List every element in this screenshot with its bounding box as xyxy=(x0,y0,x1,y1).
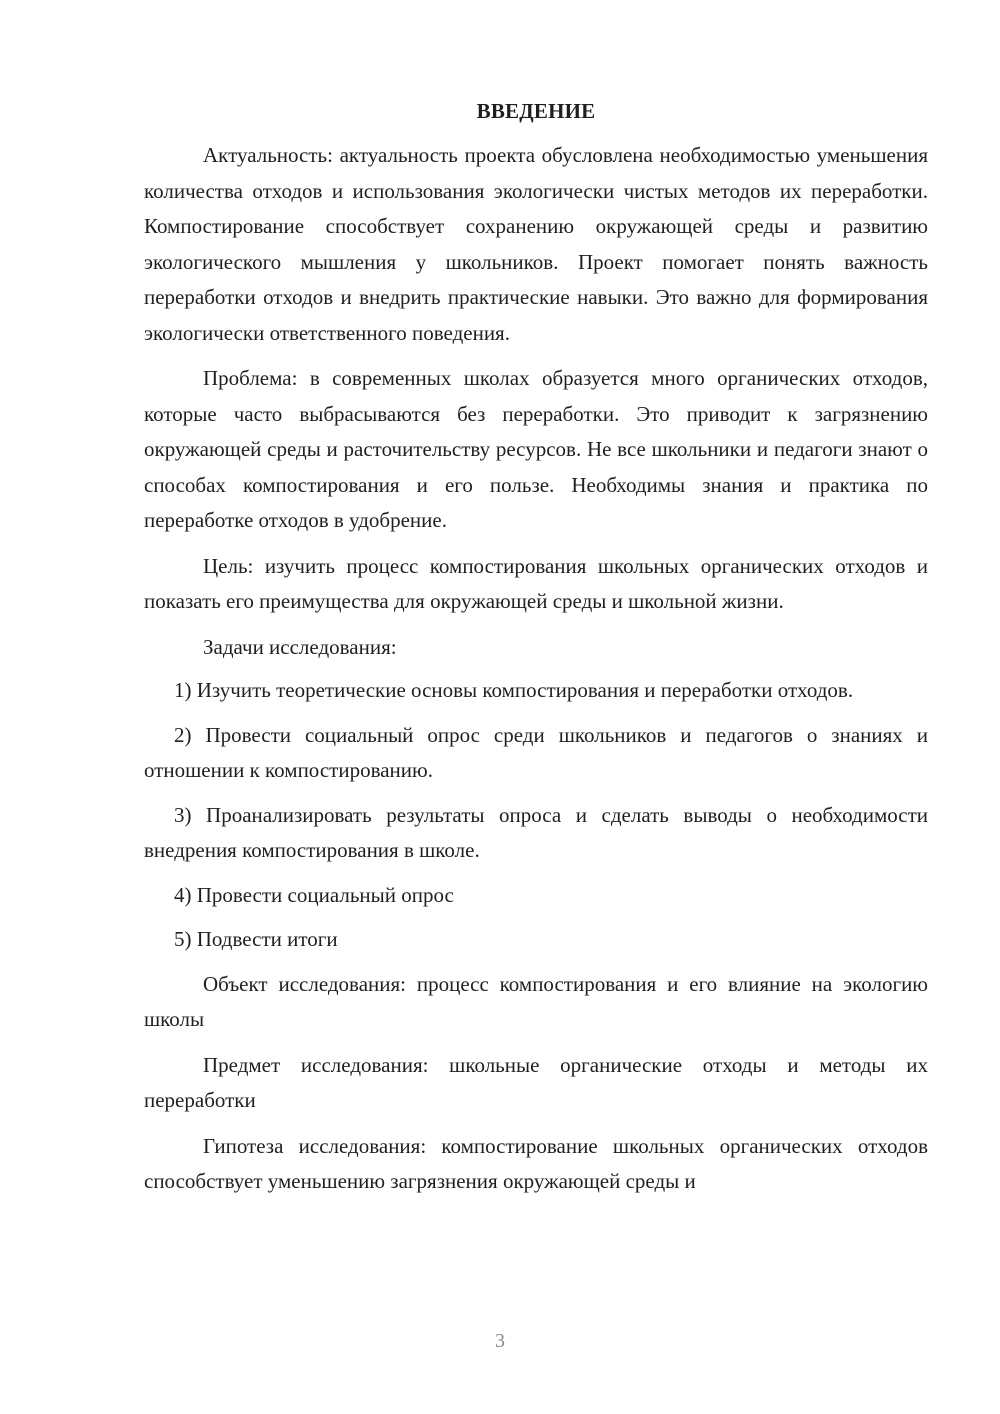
task-item-2: 2) Провести социальный опрос среди школьников и педагогов о знаниях и отношении к компостированию. xyxy=(144,722,928,782)
paragraph-subject: Предмет исследования: школьные органические отходы и методы их переработки xyxy=(144,1052,928,1112)
paragraph-problem: Проблема: в современных школах образуется много органических отходов, которые часто выбрасываются без переработки. Это приводит к загрязнению окружающей среды и расточительству ресурсов. Не все школьники и педагоги знают о способах компостирования и его пользе. Необходимы знания и практика по переработке отходов в удобрение. xyxy=(144,366,928,532)
paragraph-object: Объект исследования: процесс компостирования и его влияние на экологию школы xyxy=(144,971,928,1031)
task-item-4: 4) Провести социальный опрос xyxy=(174,882,454,907)
task-item-1: 1) Изучить теоретические основы компостирования и переработки отходов. xyxy=(174,678,854,702)
paragraph-goal: Цель: изучить процесс компостирования школьных органических отходов и показать его преимущества для окружающей среды и школьной жизни. xyxy=(144,553,928,613)
task-item-5: 5) Подвести итоги xyxy=(174,927,338,951)
section-heading: ВВЕДЕНИЕ xyxy=(476,99,596,123)
paragraph-relevance: Актуальность: актуальность проекта обусловлена необходимостью уменьшения количества отходов и использования экологически чистых методов их переработки. Компостирование способствует сохранению окружающей среды и развитию экологического мышления у школьников. Проект помогает понять важность переработки отходов и внедрить практические навыки. Это важно для формирования экологически ответственного поведения. xyxy=(144,143,928,345)
task-item-3: 3) Проанализировать результаты опроса и сделать выводы о необходимости внедрения компостирования в школе. xyxy=(144,802,928,862)
paragraph-hypothesis: Гипотеза исследования: компостирование школьных органических отходов способствует уменьшению загрязнения окружающей среды и xyxy=(144,1133,928,1193)
page-number: 3 xyxy=(495,1330,505,1352)
tasks-heading: Задачи исследования: xyxy=(203,634,397,659)
document-page xyxy=(144,96,928,1210)
